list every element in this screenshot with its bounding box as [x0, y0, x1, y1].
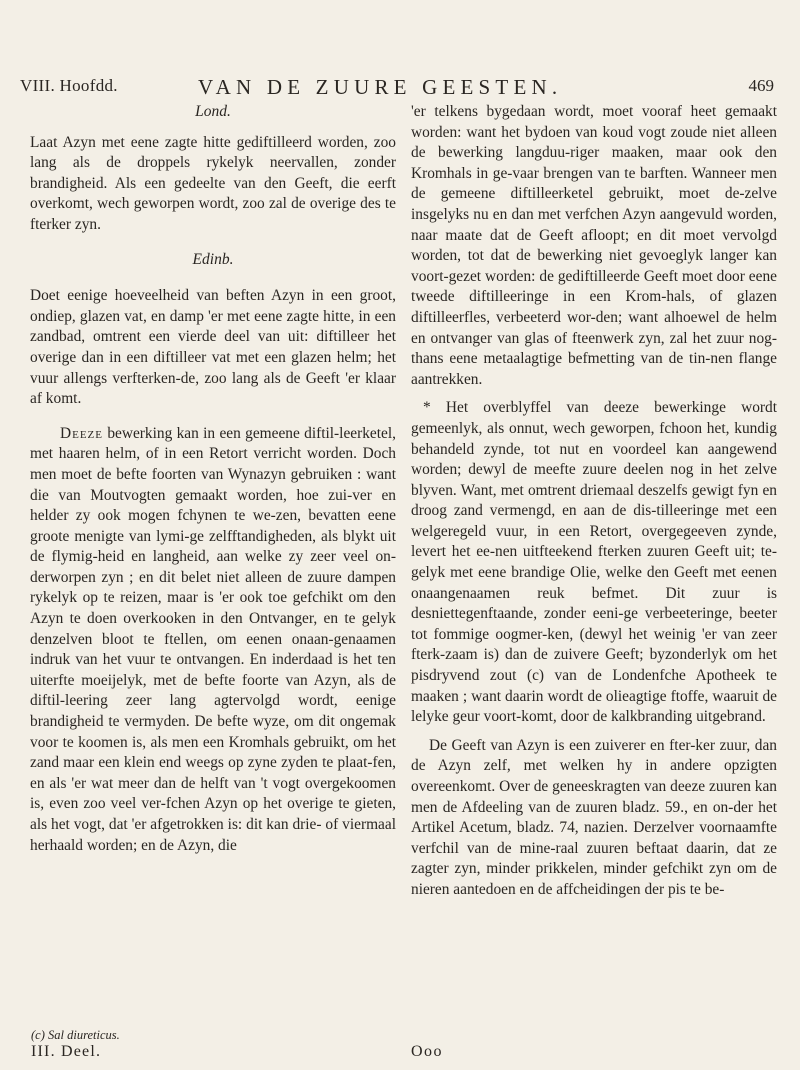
paragraph-vinegar-spirit: De Geeft van Azyn is een zuiverer en fter-ker zuur, dan de Azyn zelf, met welken hy in andere opzigten overeenkomt. Over de geneeskragten van deeze zuuren kan men de Afdeeling van de zuuren bladz. 59., en on-der het Artikel Acetum, bladz. 74, nazien. Derzelver voornaamfte verfchil van de mine-raal zuuren beftaat daarin, dat ze zagter zyn, minder prikkelen, minder gefchikt zyn om de nieren aantedoen en de affcheidingen der pis te be- [411, 736, 777, 898]
paragraph-lead-word: Deeze [60, 424, 103, 442]
running-header [20, 76, 780, 102]
section-heading-edinb: Edinb. [192, 250, 234, 268]
paragraph-residue: * Het overblyffel van deeze bewerkinge wordt gemeenlyk, als onnut, wech geworpen, fchoon het, kundig behandeld zynde, tot nut en voordeel kan aangewend worden; dewyl de meefte zuure deelen nog in het zelve blyven. Want, met omtrent driemaal deszelfs gewigt fyn en droog zand vermengd, en aan de dis-tilleeringe met een welgeregeld vuur, in een Retort, overgegeeven zynde, levert het ee-nen uitfteekend fterken zuuren Geeft uit; te-gelyk met eene brandige Olie, welke den Geeft met eenen onaangenaamen reuk befmet. Dit zuur is desniettegenftaande, zonder eeni-ge verbeeteringe, beeter tot fommige oogmer-ken, (dewyl het weinig 'er van zeer fterk-zaam is) dan de zuivere Geeft; byzonderlyk om het pisdryvend zout (c) van de Londenfche Apotheek te maaken ; want daarin wordt de olieagtige ftoffe, waaruit de lelyke geur voort-komt, door de kalkbranding uitgebrand. [411, 399, 777, 726]
paragraph-edinb-recipe: Doet eenige hoeveelheid van beften Azyn in een groot, ondiep, glazen vat, en damp 'er met eene zagte hitte, in een zandbad, omtrent een vierde deel van uit: diftilleer het overige dan in een diftilleer vat met een glazen helm; het vuur allengs verfterken-de, zoo lang als de Geeft 'er klaar af komt. [30, 287, 396, 408]
signature-mark: III. Deel. [31, 1043, 102, 1060]
paragraph-lond-recipe: Laat Azyn met eene zagte hitte gediftilleerd worden, zoo lang als de droppels rykelyk neervallen, zonder brandigheid. Als een gedeelte van den Geeft, die eerft overkomt, wech geworpen wordt, zoo zal de overige des te fterker zyn. [30, 133, 396, 233]
chapter-label: VIII. Hoofdd. [20, 76, 118, 95]
page-number: 469 [748, 76, 774, 95]
left-column [30, 102, 396, 864]
paragraph-continuation: 'er telkens bygedaan wordt, moet vooraf heet gemaakt worden: want het bydoen van koud vogt zoude niet alleen de bewerking langduu-riger maaken, maar ook den Kromhals in ge-vaar brengen van te barften. Wanneer men de gemeene diftilleerketel gebruikt, moet de-zelve insgelyks nu en dan met verfchen Azyn aangevuld worden, naar maate dat de Geeft afloopt; en dit moet vervolgd worden, tot dat de bewerking niet gevoeglyk langer kan voort-gezet worden: de gediftilleerde Geeft moet door eene tweede diftilleeringe in een Krom-hals, of glazen diftilleerfles, verbeeterd wor-den; want alhoewel de helm en ontvanger van glas of fteenwerk zyn, zal het zuur nog-thans eene metaalagtige befmetting van de tin-nen flange aantrekken. [411, 103, 777, 388]
section-heading-lond: Lond. [195, 103, 231, 120]
catchword: Ooo [411, 1043, 444, 1060]
paragraph-commentary-text: bewerking kan in een gemeene diftil-leerketel, met haaren helm, of in een Retort verricht worden. Doch men moet de befte foorten van Wynazyn gebruiken : want die van Moutvogten gemaakt worden, hoe zui-ver en helder zy ook mogen fchynen te we-zen, bevatten eene groote menigte van lymi-ge zelfftandigheden, als blykt uit de flymig-heid en langheid, aan welke zy zeer veel on-derworpen zyn ; en dit belet niet alleen de zuure dampen rykelyk op te reizen, maar is 'er ook toe gefchikt om den Azyn te doen overkooken in den Ontvanger, en te gelyk denzelven bloot te ftellen, om eenen onaan-genaamen indruk van het vuur te ontvangen. En inderdaad is het ten uiterfte moeijelyk, met de befte foorte van Azyn, als de diftil-leering zeer lang agtervolgd wordt, eenige brandigheid te vermyden. De befte wyze, om dit ongemak voor te koomen is, als men een Kromhals gebruikt, om het zand maar een klein end weegs op zyne zyden te plaat-fen, en als 'er wat meer dan de helft van 't vogt overgekoomen is, even zoo veel ver-fchen Azyn op het overige te gieten, als het vogt, dat 'er afgetrokken is: dit kan drie- of viermaal herhaald worden; en de Azyn, die [30, 424, 396, 854]
right-column [411, 102, 777, 909]
paragraph-commentary [30, 424, 396, 856]
running-title: VAN DE ZUURE GEESTEN. [198, 75, 563, 99]
footnote: (c) Sal diureticus. [31, 1028, 120, 1042]
